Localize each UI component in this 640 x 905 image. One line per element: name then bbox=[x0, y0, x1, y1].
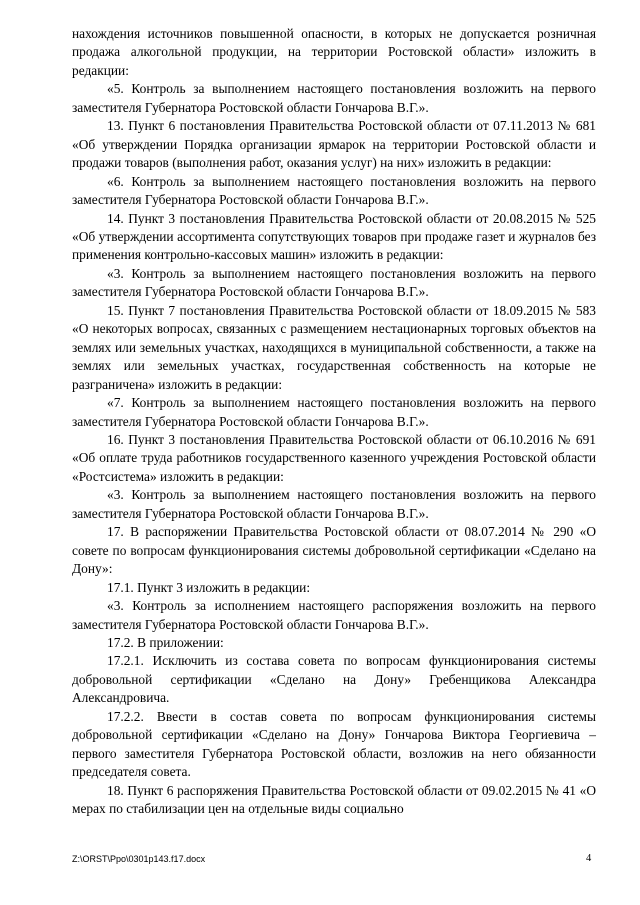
paragraph-quote-3: «3. Контроль за выполнением настоящего постановления возложить на первого заместителя Губернатора Ростовской области Гончарова В.Г.». bbox=[72, 265, 596, 300]
paragraph-continuation: нахождения источников повышенной опасности, в которых не допускается розничная продажа алкогольной продукции, на территории Ростовской области» изложить в редакции: bbox=[72, 26, 596, 78]
paragraph-item-17-2-1: 17.2.1. Исключить из состава совета по вопросам функционирования системы добровольной сертификации «Сделано на Дону» Гребенщикова Александра Александровича. bbox=[72, 653, 596, 706]
paragraph-item-17-2-2: 17.2.2. Ввести в состав совета по вопросам функционирования системы добровольной сертификации «Сделано на Дону» Гончарова Виктора Георгиевича – первого заместителя Губернатора Ростовской области, возложив на него обязанности председателя совета. bbox=[72, 708, 596, 780]
page-number: 4 bbox=[586, 853, 592, 864]
paragraph-item-17-1: 17.1. Пункт 3 изложить в редакции: bbox=[107, 579, 311, 595]
paragraph-item-18: 18. Пункт 6 распоряжения Правительства Ростовской области от 09.02.2015 № 41 «О мерах по стабилизации цен на отдельные виды социально bbox=[72, 782, 596, 817]
paragraph-item-17: 17. В распоряжении Правительства Ростовской области от 08.07.2014 № 290 «О совете по вопросам функционирования системы добровольной сертификации «Сделано на Дону»: bbox=[72, 524, 596, 577]
paragraph-quote-3b: «3. Контроль за выполнением настоящего постановления возложить на первого заместителя Губернатора Ростовской области Гончарова В.Г.». bbox=[72, 487, 596, 521]
paragraph-quote-3c: «3. Контроль за исполнением настоящего распоряжения возложить на первого заместителя Губернатора Ростовской области Гончарова В.Г.». bbox=[72, 598, 596, 632]
paragraph-item-15: 15. Пункт 7 постановления Правительства Ростовской области от 18.09.2015 № 583 «О некоторых вопросах, связанных с размещением нестационарных торговых объектов на землях или земельных участках, находящихся в муниципальной собственности, а также на землях или земельных участках, государственная собственность на которые не разграничена» изложить в редакции: bbox=[72, 302, 596, 392]
document-body bbox=[72, 25, 596, 818]
paragraph-item-14: 14. Пункт 3 постановления Правительства Ростовской области от 20.08.2015 № 525 «Об утверждении ассортимента сопутствующих товаров при продаже газет и журналов без применения контрольно-кассовых машин» изложить в редакции: bbox=[72, 210, 596, 263]
paragraph-item-17-2: 17.2. В приложении: bbox=[107, 634, 224, 650]
paragraph-quote-5: «5. Контроль за выполнением настоящего постановления возложить на первого заместителя Губернатора Ростовской области Гончарова В.Г.». bbox=[72, 81, 596, 115]
paragraph-item-13: 13. Пункт 6 постановления Правительства Ростовской области от 07.11.2013 № 681 «Об утверждении Порядка организации ярмарок на территории Ростовской области и продажи товаров (выполнения работ, оказания услуг) на них» изложить в редакции: bbox=[72, 118, 596, 171]
paragraph-item-16: 16. Пункт 3 постановления Правительства Ростовской области от 06.10.2016 № 691 «Об оплате труда работников государственного казенного учреждения Ростовской области «Ростсистема» изложить в редакции: bbox=[72, 431, 596, 484]
paragraph-quote-6: «6. Контроль за выполнением настоящего постановления возложить на первого заместителя Губернатора Ростовской области Гончарова В.Г.». bbox=[72, 173, 596, 208]
footer-file-path: Z:\ORST\Ppo\0301p143.f17.docx bbox=[72, 854, 206, 864]
paragraph-quote-7: «7. Контроль за выполнением настоящего постановления возложить на первого заместителя Губернатора Ростовской области Гончарова В.Г.». bbox=[72, 395, 596, 429]
